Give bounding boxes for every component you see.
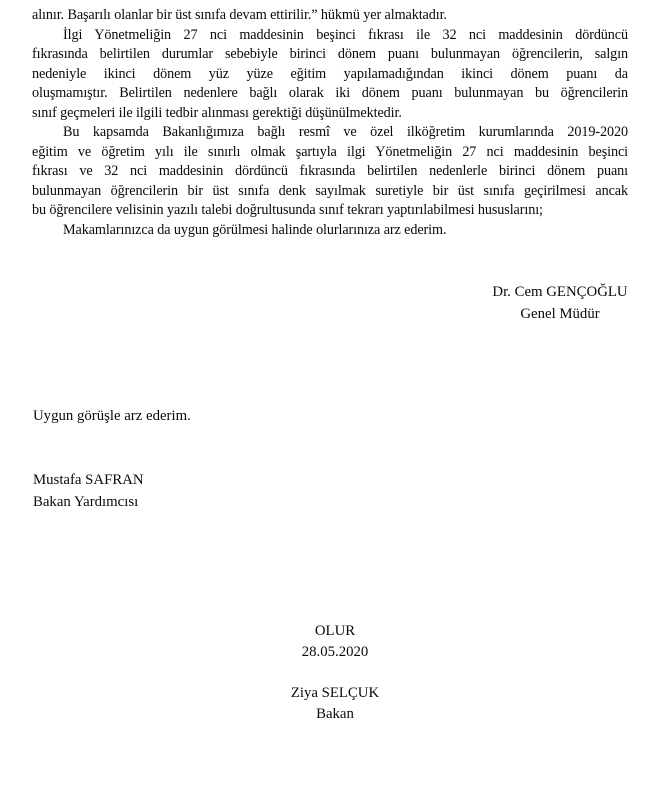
body-line: fıkrasında belirtilen durumlar sebebiyle birinci dönem puanı bulunmayan öğrencilerin, salgın (32, 46, 628, 62)
olur-approval-block (235, 621, 435, 725)
general-director-title: Genel Müdür (520, 305, 600, 322)
olur-spacer (235, 663, 435, 683)
deputy-minister-signature (33, 470, 144, 513)
approval-note: Uygun görüşle arz ederim. (33, 408, 191, 424)
body-line: nedeniyle ikinci dönem yüz yüze eğitim yapılamadığından ikinci dönem puanı da (32, 65, 628, 82)
body-line: sınıf geçmeleri ile ilgili tedbir alınması gerektiği düşünülmektedir. (32, 104, 402, 121)
document-body (32, 6, 628, 240)
body-line: İlgi Yönetmeliğin 27 nci maddesinin beşinci fıkrası ile 32 nci maddesinin dördüncü (63, 26, 628, 43)
body-line: bu öğrencilere velisinin yazılı talebi doğrultusunda sınıf tekrarı yaptırılabilmesi hususlarını; (32, 202, 543, 218)
general-director-name: Dr. Cem GENÇOĞLU (492, 284, 628, 300)
body-line: alınır. Başarılı olanlar bir üst sınıfa devam ettirilir.” hükmü yer almaktadır. (32, 7, 447, 23)
body-line: bulunmayan öğrencilerin bir üst sınıfa denk sayılmak suretiyle bir üst sınıfa geçirilmesi ancak (32, 182, 628, 199)
body-line: Makamlarınızca da uygun görülmesi halinde olurlarınıza arz ederim. (63, 221, 447, 238)
body-line: oluşmamıştır. Belirtilen nedenlere bağlı olarak iki dönem puanı bulunmayan bu öğrencilerin (32, 85, 628, 101)
olur-date: 28.05.2020 (301, 644, 369, 660)
deputy-minister-name: Mustafa SAFRAN (33, 472, 144, 488)
minister-name: Ziya SELÇUK (290, 685, 380, 701)
body-line: eğitim ve öğretim yılı ile sınırlı olmak şartıyla ilgi Yönetmeliğin 27 nci maddesinin beşinci (32, 143, 628, 160)
deputy-minister-title: Bakan Yardımcısı (33, 493, 139, 510)
minister-title: Bakan (316, 706, 354, 722)
general-director-signature (460, 282, 660, 325)
olur-heading: OLUR (314, 623, 356, 639)
body-line: Bu kapsamda Bakanlığımıza bağlı resmî ve özel ilköğretim kurumlarında 2019-2020 (63, 124, 628, 140)
body-line: fıkrası ve 32 nci maddesinin dördüncü fıkrasında belirtilen nedenlerle birinci dönem puanı (32, 163, 628, 179)
